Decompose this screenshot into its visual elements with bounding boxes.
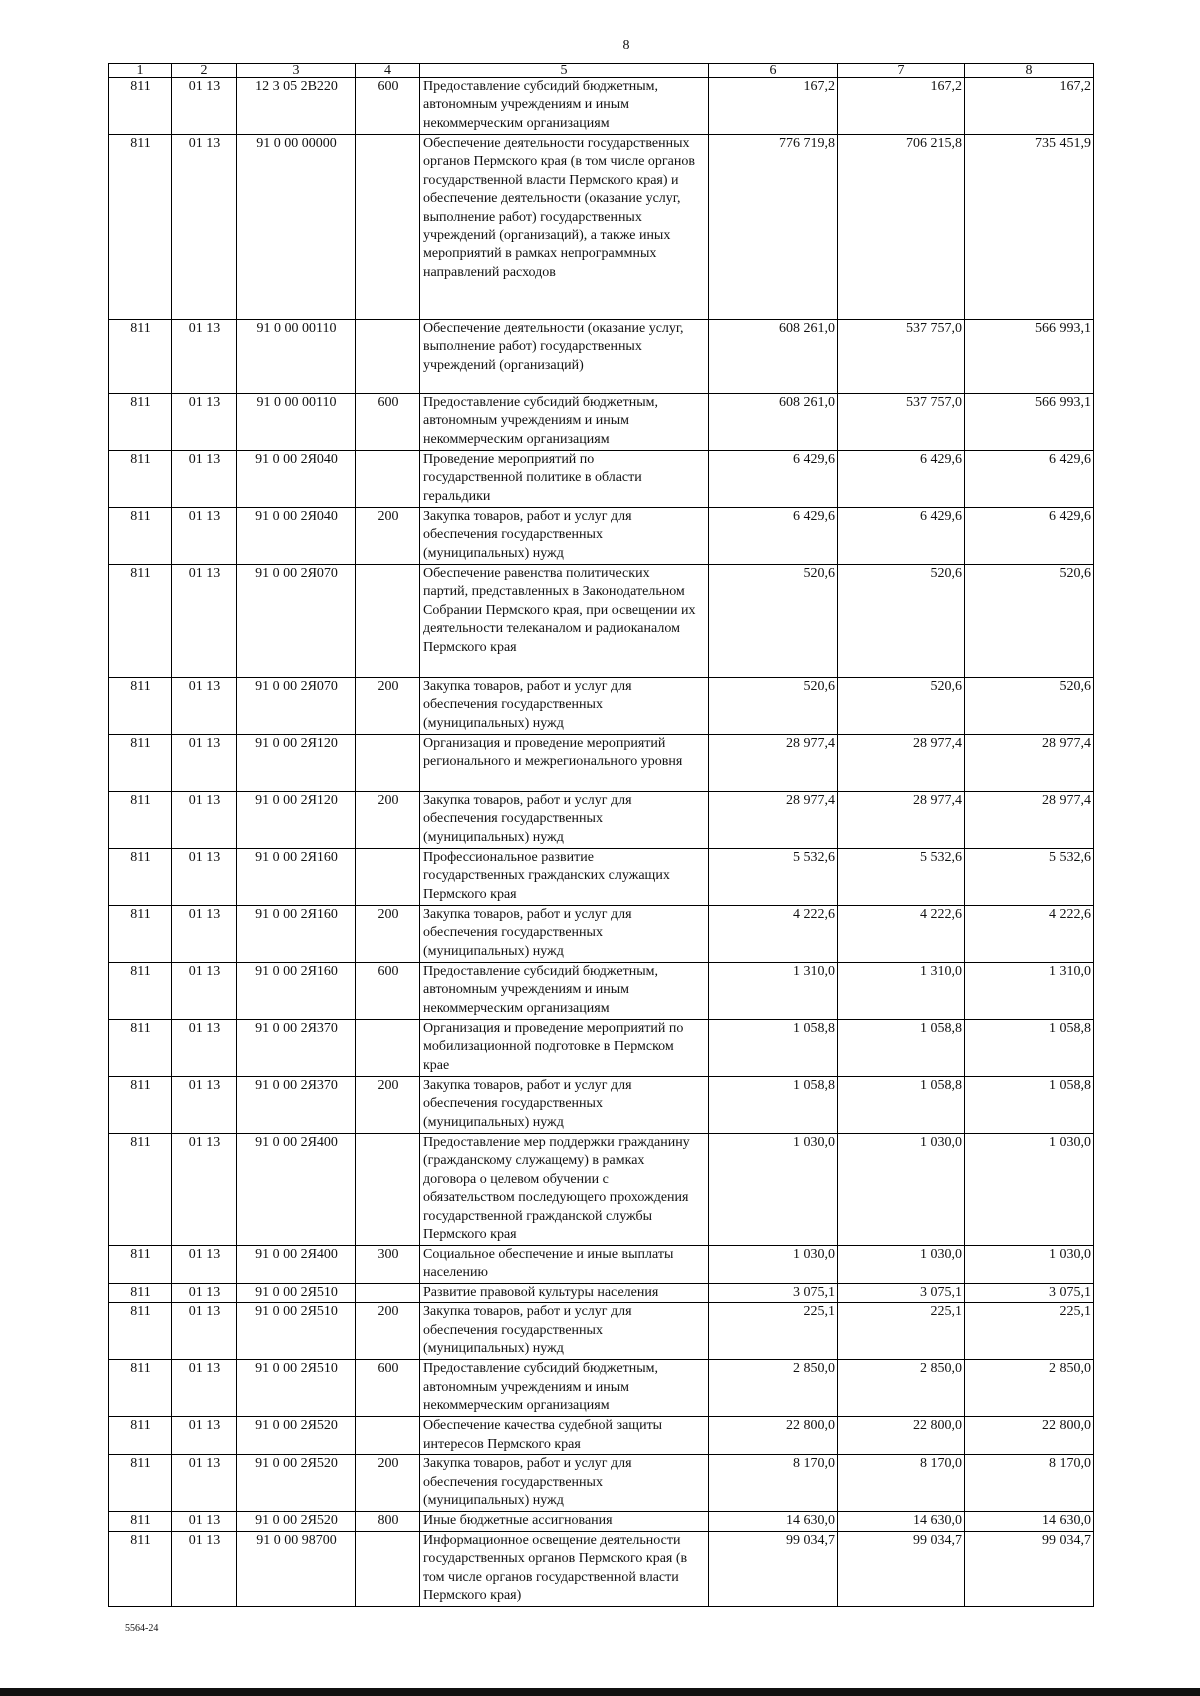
table-row [109,78,1094,135]
expense-type-cell: 200 [356,906,420,963]
table-row [109,565,1094,678]
amount-year3-cell: 2 850,0 [965,1360,1094,1417]
target-item-cell: 91 0 00 2Я510 [237,1284,356,1303]
section-code-cell: 01 13 [172,906,237,963]
amount-year3-cell: 99 034,7 [965,1531,1094,1606]
amount-year2-cell: 2 850,0 [838,1360,965,1417]
amount-year2-cell: 520,6 [838,565,965,678]
amount-year3-cell: 5 532,6 [965,849,1094,906]
description-cell: Организация и проведение мероприятий регионального и межрегионального уровня [420,735,709,792]
table-row [109,1455,1094,1512]
amount-year3-cell: 520,6 [965,565,1094,678]
expense-type-cell: 200 [356,678,420,735]
amount-year3-cell: 22 800,0 [965,1417,1094,1455]
amount-year2-cell: 6 429,6 [838,508,965,565]
section-code-cell: 01 13 [172,565,237,678]
table-row [109,135,1094,320]
expense-type-cell: 600 [356,963,420,1020]
amount-year2-cell: 28 977,4 [838,735,965,792]
amount-year3-cell: 225,1 [965,1303,1094,1360]
ministry-code-cell: 811 [109,394,172,451]
expense-type-cell: 200 [356,1455,420,1512]
document-code: 5564-24 [125,1623,159,1634]
table-row [109,1134,1094,1246]
table-row [109,735,1094,792]
amount-year1-cell: 776 719,8 [709,135,838,320]
table-row [109,508,1094,565]
description-cell: Обеспечение деятельности (оказание услуг, выполнение работ) государственных учреждений (организаций) [420,320,709,394]
amount-year2-cell: 99 034,7 [838,1531,965,1606]
amount-year1-cell: 4 222,6 [709,906,838,963]
section-code-cell: 01 13 [172,792,237,849]
target-item-cell: 91 0 00 00110 [237,394,356,451]
table-row [109,963,1094,1020]
amount-year3-cell: 566 993,1 [965,320,1094,394]
expense-type-cell [356,451,420,508]
header-col-7: 7 [838,64,965,78]
description-cell: Предоставление субсидий бюджетным, автономным учреждениям и иным некоммерческим организациям [420,78,709,135]
header-col-8: 8 [965,64,1094,78]
expense-type-cell [356,1284,420,1303]
amount-year3-cell: 735 451,9 [965,135,1094,320]
expense-type-cell [356,1134,420,1246]
target-item-cell: 91 0 00 2Я160 [237,849,356,906]
section-code-cell: 01 13 [172,1134,237,1246]
description-cell: Обеспечение качества судебной защиты интересов Пермского края [420,1417,709,1455]
description-cell: Проведение мероприятий по государственной политике в области геральдики [420,451,709,508]
section-code-cell: 01 13 [172,1455,237,1512]
amount-year1-cell: 2 850,0 [709,1360,838,1417]
table-row [109,394,1094,451]
amount-year1-cell: 8 170,0 [709,1455,838,1512]
ministry-code-cell: 811 [109,1284,172,1303]
section-code-cell: 01 13 [172,1417,237,1455]
ministry-code-cell: 811 [109,1303,172,1360]
ministry-code-cell: 811 [109,451,172,508]
table-row [109,1020,1094,1077]
amount-year2-cell: 14 630,0 [838,1512,965,1531]
expense-type-cell [356,735,420,792]
section-code-cell: 01 13 [172,1303,237,1360]
table-row [109,1512,1094,1531]
description-cell: Предоставление субсидий бюджетным, автономным учреждениям и иным некоммерческим организациям [420,394,709,451]
section-code-cell: 01 13 [172,135,237,320]
table-row [109,1284,1094,1303]
ministry-code-cell: 811 [109,1417,172,1455]
section-code-cell: 01 13 [172,320,237,394]
header-col-1: 1 [109,64,172,78]
target-item-cell: 91 0 00 2Я160 [237,906,356,963]
target-item-cell: 91 0 00 2Я520 [237,1417,356,1455]
amount-year3-cell: 28 977,4 [965,735,1094,792]
amount-year1-cell: 6 429,6 [709,508,838,565]
amount-year3-cell: 1 058,8 [965,1077,1094,1134]
table-row [109,792,1094,849]
table-row [109,906,1094,963]
amount-year1-cell: 28 977,4 [709,792,838,849]
section-code-cell: 01 13 [172,849,237,906]
amount-year2-cell: 167,2 [838,78,965,135]
amount-year1-cell: 1 058,8 [709,1020,838,1077]
target-item-cell: 91 0 00 2Я120 [237,735,356,792]
ministry-code-cell: 811 [109,1077,172,1134]
amount-year2-cell: 1 310,0 [838,963,965,1020]
table-row [109,1360,1094,1417]
amount-year2-cell: 4 222,6 [838,906,965,963]
description-cell: Закупка товаров, работ и услуг для обеспечения государственных (муниципальных) нужд [420,1303,709,1360]
section-code-cell: 01 13 [172,508,237,565]
expense-type-cell [356,320,420,394]
section-code-cell: 01 13 [172,1360,237,1417]
section-code-cell: 01 13 [172,735,237,792]
target-item-cell: 91 0 00 00000 [237,135,356,320]
amount-year1-cell: 1 030,0 [709,1134,838,1246]
table-row [109,1246,1094,1284]
header-col-3: 3 [237,64,356,78]
expense-type-cell: 800 [356,1512,420,1531]
ministry-code-cell: 811 [109,320,172,394]
amount-year2-cell: 5 532,6 [838,849,965,906]
amount-year3-cell: 4 222,6 [965,906,1094,963]
description-cell: Закупка товаров, работ и услуг для обеспечения государственных (муниципальных) нужд [420,1455,709,1512]
ministry-code-cell: 811 [109,1134,172,1246]
ministry-code-cell: 811 [109,135,172,320]
table-body [109,78,1094,1607]
ministry-code-cell: 811 [109,565,172,678]
expense-type-cell [356,849,420,906]
section-code-cell: 01 13 [172,451,237,508]
ministry-code-cell: 811 [109,1020,172,1077]
ministry-code-cell: 811 [109,792,172,849]
amount-year3-cell: 6 429,6 [965,508,1094,565]
target-item-cell: 91 0 00 2Я400 [237,1246,356,1284]
page-number: 8 [622,38,630,53]
amount-year1-cell: 1 058,8 [709,1077,838,1134]
expense-type-cell: 300 [356,1246,420,1284]
table-row [109,320,1094,394]
table-row [109,849,1094,906]
amount-year1-cell: 5 532,6 [709,849,838,906]
target-item-cell: 91 0 00 2Я520 [237,1512,356,1531]
target-item-cell: 91 0 00 2Я510 [237,1303,356,1360]
ministry-code-cell: 811 [109,1531,172,1606]
expense-type-cell [356,1417,420,1455]
ministry-code-cell: 811 [109,1512,172,1531]
description-cell: Социальное обеспечение и иные выплаты населению [420,1246,709,1284]
section-code-cell: 01 13 [172,1246,237,1284]
description-cell: Обеспечение равенства политических партий, представленных в Законодательном Собрании Пермского края, при освещении их деятельности телеканалом и радиоканалом Пермского края [420,565,709,678]
amount-year2-cell: 537 757,0 [838,394,965,451]
description-cell: Иные бюджетные ассигнования [420,1512,709,1531]
amount-year1-cell: 608 261,0 [709,320,838,394]
target-item-cell: 91 0 00 2Я370 [237,1077,356,1134]
amount-year1-cell: 99 034,7 [709,1531,838,1606]
amount-year1-cell: 1 310,0 [709,963,838,1020]
target-item-cell: 91 0 00 2Я040 [237,508,356,565]
ministry-code-cell: 811 [109,678,172,735]
amount-year2-cell: 1 030,0 [838,1134,965,1246]
expense-type-cell: 200 [356,508,420,565]
section-code-cell: 01 13 [172,678,237,735]
description-cell: Развитие правовой культуры населения [420,1284,709,1303]
description-cell: Информационное освещение деятельности государственных органов Пермского края (в том числе органов государственной власти Пермского края) [420,1531,709,1606]
section-code-cell: 01 13 [172,1077,237,1134]
target-item-cell: 91 0 00 2Я160 [237,963,356,1020]
header-row [109,64,1094,78]
ministry-code-cell: 811 [109,735,172,792]
amount-year3-cell: 1 030,0 [965,1134,1094,1246]
description-cell: Закупка товаров, работ и услуг для обеспечения государственных (муниципальных) нужд [420,508,709,565]
target-item-cell: 91 0 00 2Я120 [237,792,356,849]
section-code-cell: 01 13 [172,1531,237,1606]
amount-year3-cell: 8 170,0 [965,1455,1094,1512]
amount-year2-cell: 1 058,8 [838,1020,965,1077]
amount-year3-cell: 28 977,4 [965,792,1094,849]
amount-year2-cell: 8 170,0 [838,1455,965,1512]
table-row [109,1531,1094,1606]
amount-year1-cell: 28 977,4 [709,735,838,792]
expense-type-cell [356,565,420,678]
header-col-6: 6 [709,64,838,78]
target-item-cell: 91 0 00 2Я040 [237,451,356,508]
table-row [109,451,1094,508]
amount-year2-cell: 1 058,8 [838,1077,965,1134]
description-cell: Закупка товаров, работ и услуг для обеспечения государственных (муниципальных) нужд [420,1077,709,1134]
header-col-4: 4 [356,64,420,78]
description-cell: Закупка товаров, работ и услуг для обеспечения государственных (муниципальных) нужд [420,906,709,963]
expense-type-cell: 600 [356,1360,420,1417]
target-item-cell: 12 3 05 2В220 [237,78,356,135]
ministry-code-cell: 811 [109,963,172,1020]
section-code-cell: 01 13 [172,394,237,451]
description-cell: Предоставление мер поддержки гражданину (гражданскому служащему) в рамках договора о целевом обучении с обязательством последующего прохождения государственной гражданской службы Пермского края [420,1134,709,1246]
amount-year2-cell: 3 075,1 [838,1284,965,1303]
expense-type-cell: 200 [356,1303,420,1360]
amount-year2-cell: 225,1 [838,1303,965,1360]
ministry-code-cell: 811 [109,1455,172,1512]
amount-year2-cell: 6 429,6 [838,451,965,508]
target-item-cell: 91 0 00 2Я510 [237,1360,356,1417]
target-item-cell: 91 0 00 00110 [237,320,356,394]
expense-type-cell: 600 [356,78,420,135]
section-code-cell: 01 13 [172,1284,237,1303]
target-item-cell: 91 0 00 2Я370 [237,1020,356,1077]
section-code-cell: 01 13 [172,1512,237,1531]
amount-year1-cell: 3 075,1 [709,1284,838,1303]
table-row [109,1303,1094,1360]
table-row [109,1077,1094,1134]
amount-year2-cell: 520,6 [838,678,965,735]
header-col-2: 2 [172,64,237,78]
amount-year3-cell: 1 310,0 [965,963,1094,1020]
amount-year1-cell: 22 800,0 [709,1417,838,1455]
description-cell: Закупка товаров, работ и услуг для обеспечения государственных (муниципальных) нужд [420,792,709,849]
target-item-cell: 91 0 00 2Я070 [237,678,356,735]
expense-type-cell [356,1020,420,1077]
budget-table [108,63,1094,1607]
amount-year3-cell: 6 429,6 [965,451,1094,508]
ministry-code-cell: 811 [109,1246,172,1284]
amount-year3-cell: 3 075,1 [965,1284,1094,1303]
description-cell: Профессиональное развитие государственных гражданских служащих Пермского края [420,849,709,906]
amount-year2-cell: 22 800,0 [838,1417,965,1455]
amount-year1-cell: 225,1 [709,1303,838,1360]
description-cell: Обеспечение деятельности государственных органов Пермского края (в том числе органов государственной власти Пермского края) и обеспечение деятельности (оказание услуг, выполнение работ) государственных учреждений (организаций), а также иных мероприятий в рамках непрограммных направлений расходов [420,135,709,320]
expense-type-cell: 200 [356,1077,420,1134]
header-col-5: 5 [420,64,709,78]
amount-year1-cell: 14 630,0 [709,1512,838,1531]
amount-year1-cell: 520,6 [709,678,838,735]
description-cell: Предоставление субсидий бюджетным, автономным учреждениям и иным некоммерческим организациям [420,963,709,1020]
amount-year1-cell: 608 261,0 [709,394,838,451]
table-row [109,1417,1094,1455]
ministry-code-cell: 811 [109,78,172,135]
target-item-cell: 91 0 00 2Я400 [237,1134,356,1246]
amount-year3-cell: 14 630,0 [965,1512,1094,1531]
ministry-code-cell: 811 [109,508,172,565]
ministry-code-cell: 811 [109,906,172,963]
section-code-cell: 01 13 [172,78,237,135]
target-item-cell: 91 0 00 98700 [237,1531,356,1606]
amount-year2-cell: 28 977,4 [838,792,965,849]
amount-year1-cell: 1 030,0 [709,1246,838,1284]
amount-year3-cell: 1 030,0 [965,1246,1094,1284]
amount-year3-cell: 566 993,1 [965,394,1094,451]
expense-type-cell [356,1531,420,1606]
amount-year1-cell: 6 429,6 [709,451,838,508]
section-code-cell: 01 13 [172,963,237,1020]
amount-year2-cell: 706 215,8 [838,135,965,320]
scan-edge-bar [0,1688,1200,1696]
description-cell: Организация и проведение мероприятий по мобилизационной подготовке в Пермском крае [420,1020,709,1077]
expense-type-cell: 200 [356,792,420,849]
amount-year1-cell: 167,2 [709,78,838,135]
ministry-code-cell: 811 [109,1360,172,1417]
section-code-cell: 01 13 [172,1020,237,1077]
amount-year3-cell: 1 058,8 [965,1020,1094,1077]
ministry-code-cell: 811 [109,849,172,906]
target-item-cell: 91 0 00 2Я070 [237,565,356,678]
table-row [109,678,1094,735]
description-cell: Предоставление субсидий бюджетным, автономным учреждениям и иным некоммерческим организациям [420,1360,709,1417]
amount-year2-cell: 1 030,0 [838,1246,965,1284]
amount-year1-cell: 520,6 [709,565,838,678]
amount-year3-cell: 520,6 [965,678,1094,735]
target-item-cell: 91 0 00 2Я520 [237,1455,356,1512]
expense-type-cell: 600 [356,394,420,451]
expense-type-cell [356,135,420,320]
amount-year3-cell: 167,2 [965,78,1094,135]
description-cell: Закупка товаров, работ и услуг для обеспечения государственных (муниципальных) нужд [420,678,709,735]
amount-year2-cell: 537 757,0 [838,320,965,394]
